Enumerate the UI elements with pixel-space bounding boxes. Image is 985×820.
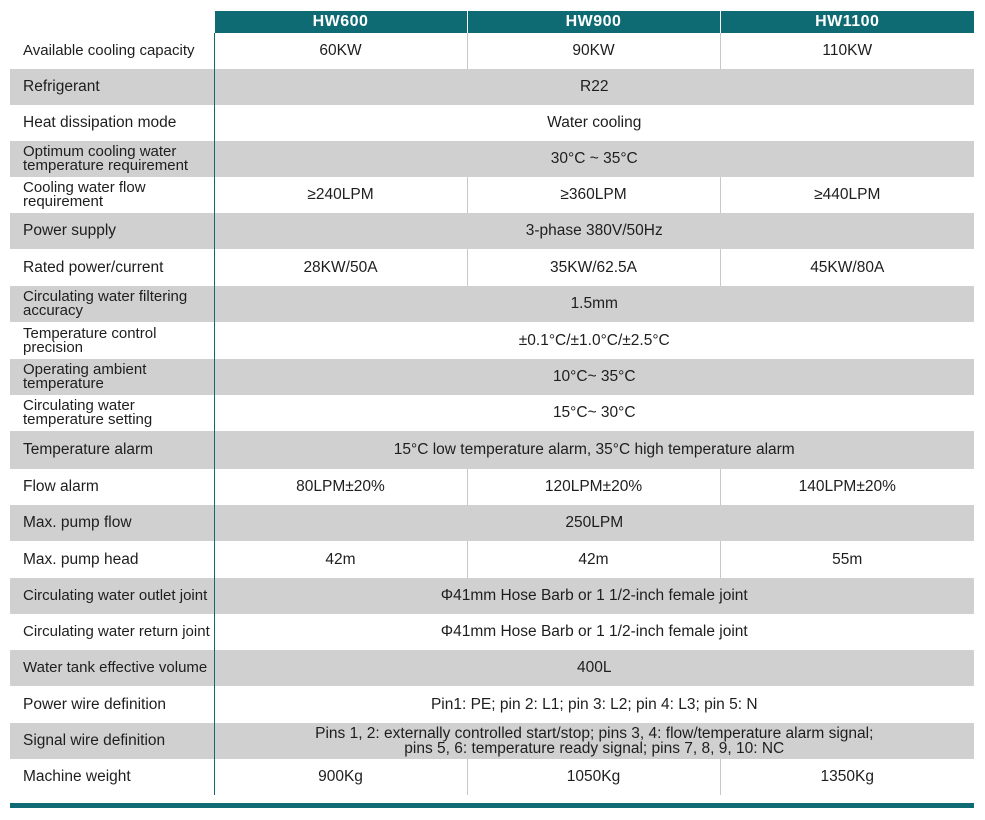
table-row (10, 614, 974, 650)
model-header-hw1100: HW1100 (720, 11, 974, 33)
cell-all-models: 400L (214, 650, 974, 686)
row-label: Cooling water flow requirement (10, 177, 214, 213)
row-label: Flow alarm (10, 469, 214, 505)
row-label: Circulating water filtering accuracy (10, 286, 214, 322)
table-row (10, 213, 974, 249)
table-row (10, 686, 974, 723)
cell-hw1100: 110KW (720, 33, 974, 69)
cell-all-models: Water cooling (214, 105, 974, 141)
row-label: Max. pump head (10, 541, 214, 578)
table-row (10, 177, 974, 213)
table-row (10, 505, 974, 541)
row-label: Power wire definition (10, 686, 214, 723)
row-label: Operating ambient temperature (10, 359, 214, 395)
table-body (10, 33, 974, 795)
spec-table (10, 11, 974, 795)
cell-all-models: Φ41mm Hose Barb or 1 1/2-inch female joint (214, 578, 974, 614)
cell-all-models: Pins 1, 2: externally controlled start/stop; pins 3, 4: flow/temperature alarm signal; pins 5, 6: temperature ready signal; pins 7, 8, 9, 10: NC (214, 723, 974, 759)
table-row (10, 650, 974, 686)
cell-hw600: 28KW/50A (214, 249, 467, 286)
cell-hw900: 120LPM±20% (467, 469, 720, 505)
table-row (10, 69, 974, 105)
cell-all-models: 250LPM (214, 505, 974, 541)
header-corner (10, 11, 214, 33)
table-row (10, 105, 974, 141)
row-label: Circulating water temperature setting (10, 395, 214, 431)
row-label: Circulating water outlet joint (10, 578, 214, 614)
cell-all-models: ±0.1°C/±1.0°C/±2.5°C (214, 322, 974, 359)
table-row (10, 723, 974, 759)
row-label: Signal wire definition (10, 723, 214, 759)
row-label: Circulating water return joint (10, 614, 214, 650)
cell-hw600: ≥240LPM (214, 177, 467, 213)
table-row (10, 469, 974, 505)
row-label: Heat dissipation mode (10, 105, 214, 141)
cell-hw600: 42m (214, 541, 467, 578)
table-row (10, 759, 974, 795)
table-row (10, 141, 974, 177)
table-row (10, 395, 974, 431)
row-label: Optimum cooling water temperature requirement (10, 141, 214, 177)
cell-hw1100: 140LPM±20% (720, 469, 974, 505)
table-row (10, 431, 974, 469)
row-label: Refrigerant (10, 69, 214, 105)
cell-all-models: Pin1: PE; pin 2: L1; pin 3: L2; pin 4: L3; pin 5: N (214, 686, 974, 723)
row-label: Power supply (10, 213, 214, 249)
cell-hw1100: ≥440LPM (720, 177, 974, 213)
cell-all-models: 10°C~ 35°C (214, 359, 974, 395)
row-label: Water tank effective volume (10, 650, 214, 686)
cell-hw900: 90KW (467, 33, 720, 69)
model-header-hw900: HW900 (467, 11, 720, 33)
table-row (10, 33, 974, 69)
cell-all-models: 3-phase 380V/50Hz (214, 213, 974, 249)
cell-all-models: 15°C~ 30°C (214, 395, 974, 431)
cell-hw1100: 45KW/80A (720, 249, 974, 286)
cell-hw600: 80LPM±20% (214, 469, 467, 505)
header-row (10, 11, 974, 33)
table-header (10, 11, 974, 33)
model-header-hw600: HW600 (214, 11, 467, 33)
cell-hw1100: 55m (720, 541, 974, 578)
row-label: Available cooling capacity (10, 33, 214, 69)
row-label: Temperature control precision (10, 322, 214, 359)
row-label: Max. pump flow (10, 505, 214, 541)
cell-all-models: Φ41mm Hose Barb or 1 1/2-inch female joint (214, 614, 974, 650)
row-label: Machine weight (10, 759, 214, 795)
cell-all-models: 1.5mm (214, 286, 974, 322)
table-row (10, 322, 974, 359)
cell-hw900: 1050Kg (467, 759, 720, 795)
cell-all-models: 15°C low temperature alarm, 35°C high temperature alarm (214, 431, 974, 469)
row-label: Rated power/current (10, 249, 214, 286)
cell-hw600: 60KW (214, 33, 467, 69)
cell-hw900: 35KW/62.5A (467, 249, 720, 286)
cell-hw1100: 1350Kg (720, 759, 974, 795)
table-row (10, 541, 974, 578)
row-label: Temperature alarm (10, 431, 214, 469)
table-row (10, 249, 974, 286)
table-row (10, 359, 974, 395)
cell-hw600: 900Kg (214, 759, 467, 795)
table-row (10, 286, 974, 322)
cell-hw900: ≥360LPM (467, 177, 720, 213)
cell-all-models: 30°C ~ 35°C (214, 141, 974, 177)
cell-all-models: R22 (214, 69, 974, 105)
bottom-rule (10, 803, 974, 808)
cell-hw900: 42m (467, 541, 720, 578)
table-row (10, 578, 974, 614)
